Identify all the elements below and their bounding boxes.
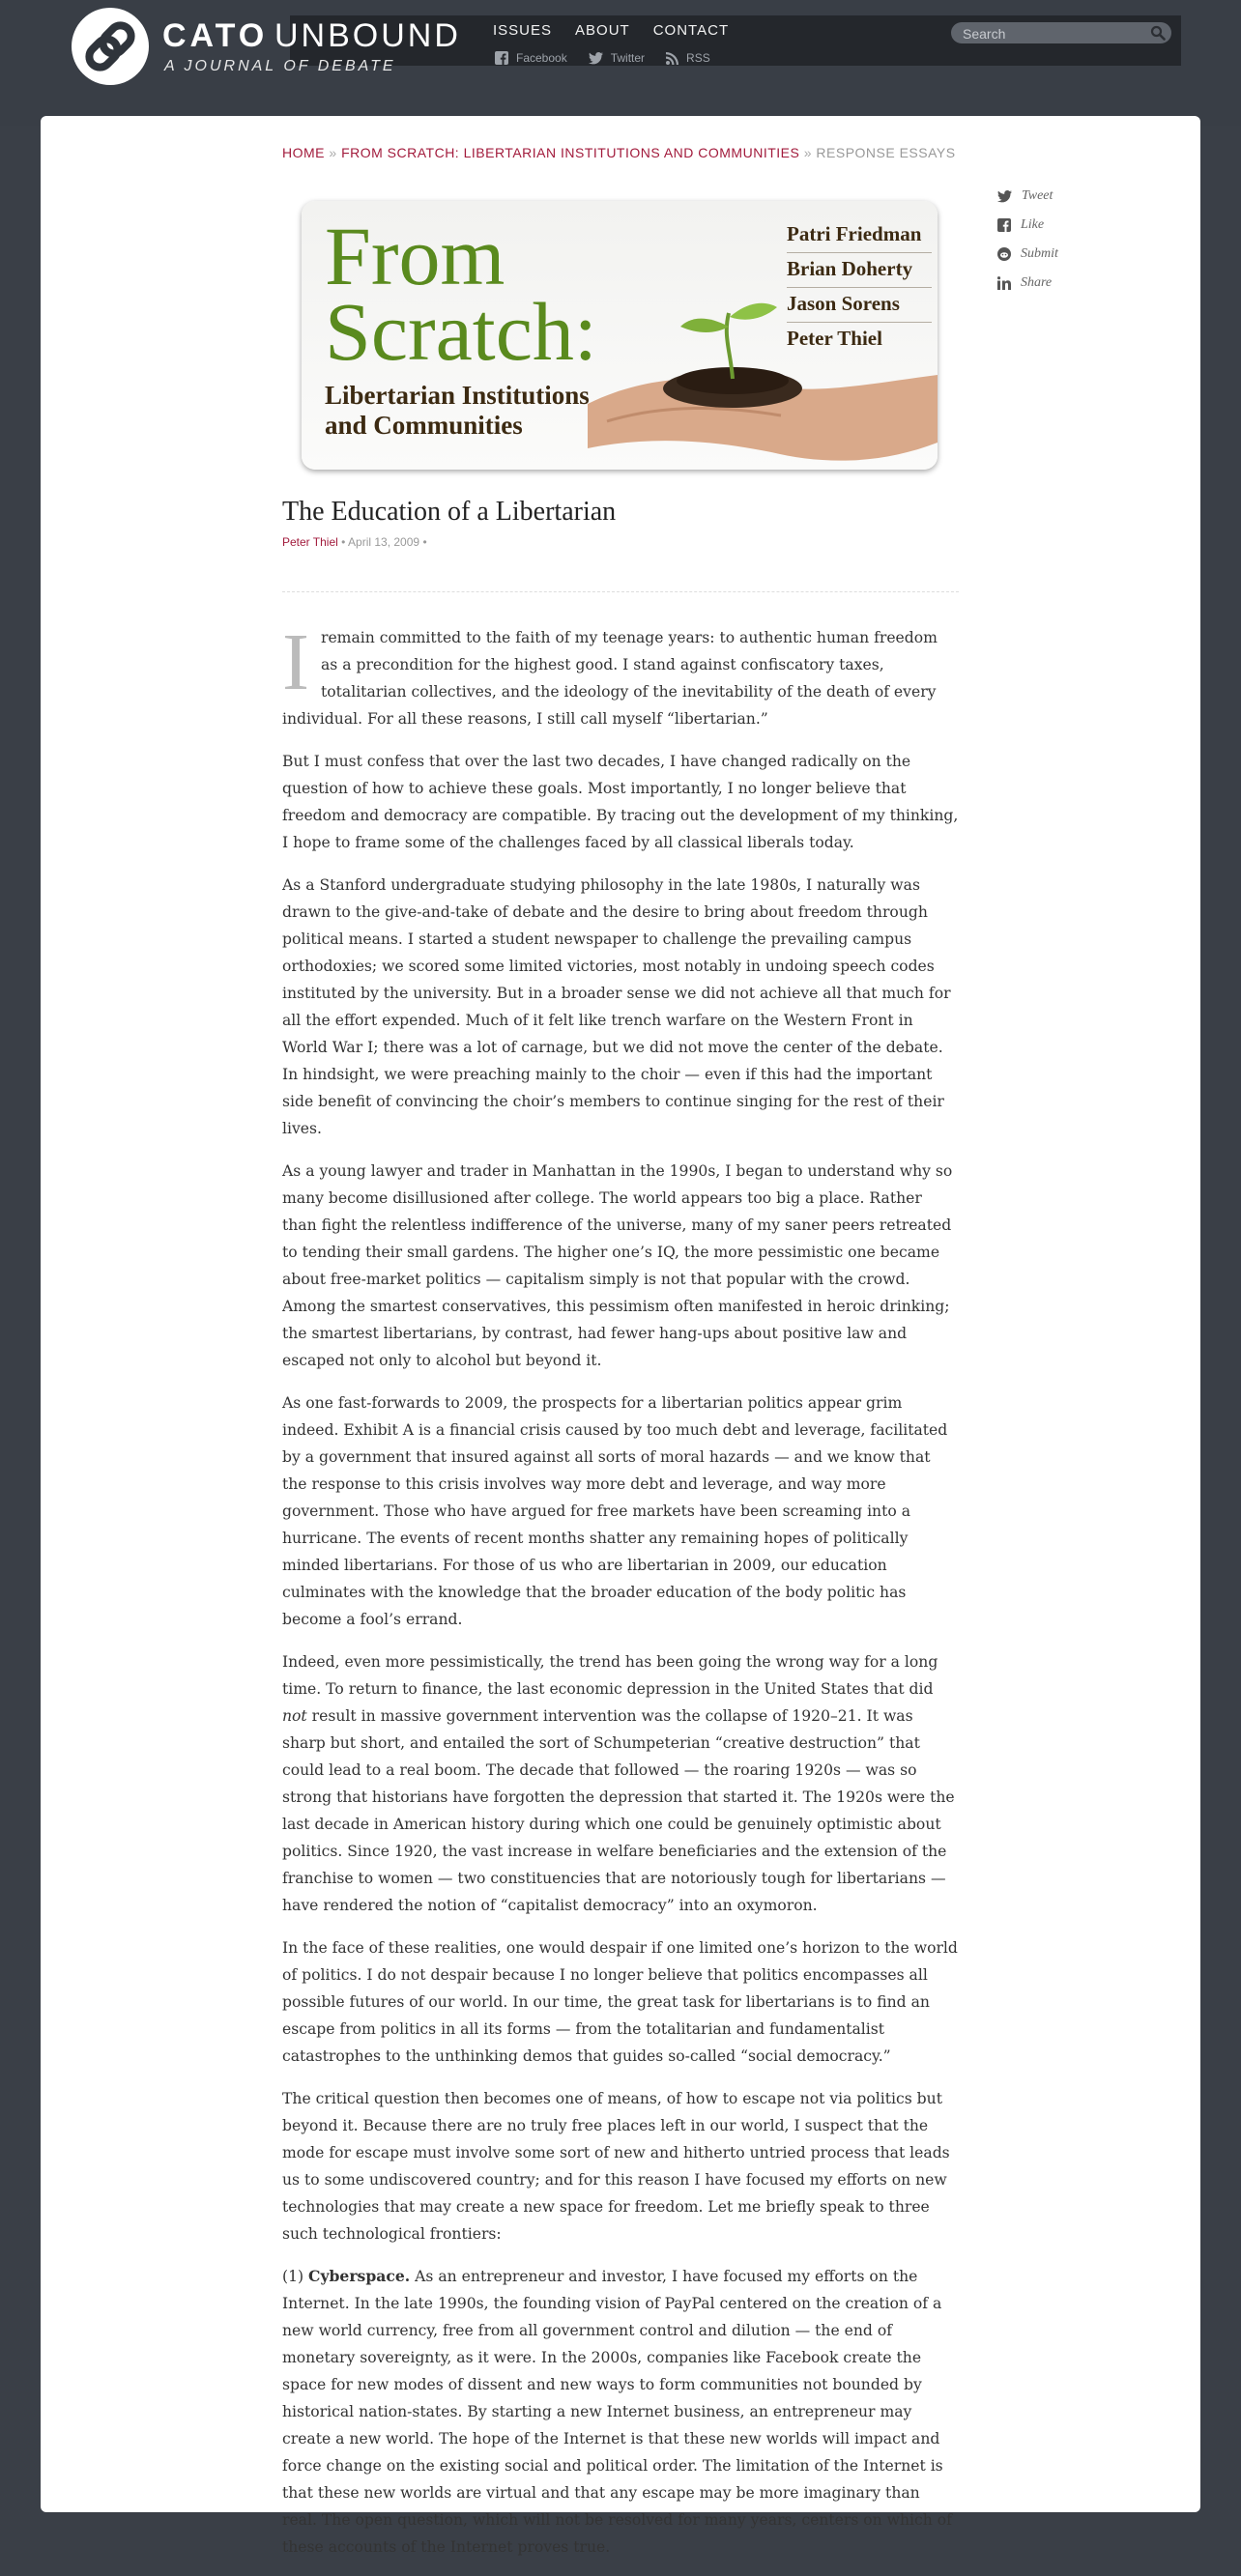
- author-link[interactable]: Peter Thiel: [282, 535, 338, 549]
- article-paragraph: [282, 2263, 959, 2561]
- article-title: The Education of a Libertarian: [282, 497, 617, 527]
- banner-subtitle-line: Libertarian Institutions: [325, 381, 590, 410]
- share-submit[interactable]: [997, 245, 1058, 263]
- emphasis-text: not: [282, 1707, 307, 1725]
- logo-cato-text: CATO: [162, 17, 269, 54]
- banner-author-name: Jason Sorens: [787, 288, 932, 323]
- breadcrumb-separator: »: [803, 145, 813, 160]
- facebook-icon: [997, 218, 1011, 232]
- share-bar: [997, 187, 1058, 303]
- twitter-link[interactable]: [589, 51, 645, 65]
- divider: [282, 591, 959, 592]
- article-paragraph: As a Stanford undergraduate studying philosophy in the late 1980s, I naturally was drawn to the give-and-take of debate and the desire to bring about freedom through political means. I started a student newspaper to challenge the prevailing campus orthodoxies; we scored some limited victories, most notably in undoing speech codes instituted by the university. But in a broader sense we did not achieve all that much for all the effort expended. Much of it felt like trench warfare on the Western Front in World War I; there was a lot of carnage, but we did not move the center of the debate. In hindsight, we were preaching mainly to the choir — even if this had the important side benefit of convincing the choir’s members to continue singing for the rest of their lives.: [282, 876, 951, 1137]
- issue-banner: [302, 201, 938, 470]
- facebook-label: Facebook: [516, 51, 567, 65]
- nav-about[interactable]: ABOUT: [575, 22, 630, 39]
- share-tweet-label: Tweet: [1022, 188, 1053, 203]
- logo-unbound-text: UNBOUND: [274, 17, 461, 54]
- article-byline: [282, 535, 427, 549]
- share-submit-label: Submit: [1021, 246, 1058, 261]
- rss-link[interactable]: [666, 51, 710, 65]
- share-tweet[interactable]: [997, 187, 1058, 205]
- content-card: [41, 116, 1200, 2556]
- share-linkedin[interactable]: [997, 274, 1058, 292]
- section-term: Cyberspace.: [308, 2267, 411, 2285]
- breadcrumb-issue[interactable]: FROM SCRATCH: LIBERTARIAN INSTITUTIONS AND COMMUNITIES: [341, 145, 800, 160]
- dropcap: I: [282, 617, 309, 707]
- byline-separator: •: [422, 535, 427, 549]
- logo-chain-icon: [72, 8, 149, 85]
- paragraph-text: Indeed, even more pessimistically, the trend has been going the wrong way for a long time. To return to finance, the last economic depression in the United States that did: [282, 1653, 938, 1698]
- share-linkedin-label: Share: [1021, 275, 1053, 290]
- article-paragraph: [282, 617, 959, 732]
- paragraph-text: As an entrepreneur and investor, I have focused my efforts on the Internet. In the late 1990s, the founding vision of PayPal centered on the creation of a new world currency, free from all government control and dilution — the end of monetary sovereignty, as it were. In the 2000s, companies like Facebook create the space for new modes of dissent and new ways to form communities not bounded by historical nation-states. By starting a new Internet business, an entrepreneur may create a new world. The hope of the Internet is that these new worlds will impact and force change on the existing social and political order. The limitation of the Internet is that these new worlds are virtual and that any escape may be more imaginary than real. The open question, which will not be resolved for many years, centers on which of these accounts of the Internet proves true.: [282, 2268, 952, 2556]
- nav-issues[interactable]: ISSUES: [493, 22, 553, 39]
- breadcrumb-current: RESPONSE ESSAYS: [816, 145, 956, 160]
- banner-author-name: Brian Doherty: [787, 253, 932, 288]
- logo-tagline: A JOURNAL OF DEBATE: [164, 58, 396, 74]
- facebook-link[interactable]: [495, 51, 567, 65]
- breadcrumb-home[interactable]: HOME: [282, 145, 325, 160]
- article-paragraph: In the face of these realities, one would despair if one limited one’s horizon to the world of politics. I do not despair because I no longer believe that politics encompasses all possible futures of our world. In our time, the great task for libertarians is to find an escape from politics in all its forms — from the totalitarian and fundamentalist catastrophes to the unthinking demos that guides so-called “social democracy.”: [282, 1939, 958, 2065]
- search-box: [951, 22, 1171, 43]
- main-nav: [493, 22, 729, 39]
- reddit-icon: [997, 247, 1011, 261]
- facebook-icon: [495, 51, 508, 65]
- article-paragraph: But I must confess that over the last two decades, I have changed radically on the question of how to achieve these goals. Most importantly, I no longer believe that freedom and democracy are compatible. By tracing out the development of my thinking, I hope to frame some of the challenges faced by all classical liberals today.: [282, 753, 959, 851]
- twitter-label: Twitter: [610, 51, 646, 65]
- paragraph-text: result in massive government intervention was the collapse of 1920–21. It was sharp but short, and entailed the sort of Schumpeterian “creative destruction” that could lead to a real boom. The decade that followed — the roaring 1920s — was so strong that historians have forgotten the depression that started it. The 1920s were the last decade in American history during which one could be genuinely optimistic about politics. Since 1920, the vast increase in welfare beneficiaries and the extension of the franchise to women — two constituencies that are notoriously tough for libertarians — have rendered the notion of “capitalist democracy” into an oxymoron.: [282, 1707, 955, 1914]
- share-like[interactable]: [997, 216, 1058, 234]
- social-nav: [495, 51, 710, 65]
- banner-title-line: Scratch:: [325, 285, 597, 378]
- breadcrumb-separator: »: [329, 145, 337, 160]
- site-logo[interactable]: [72, 8, 477, 89]
- article-date: April 13, 2009: [348, 535, 420, 549]
- banner-title: [325, 210, 597, 378]
- rss-label: RSS: [686, 51, 710, 65]
- article-body: [282, 617, 959, 2576]
- banner-authors: [787, 218, 932, 357]
- article-paragraph: The critical question then becomes one of means, of how to escape not via politics but beyond it. Because there are no truly free places left in our world, I suspect that the mode for escape must involve some sort of new and hitherto untried process that leads us to some undiscovered country; and for this reason I have focused my efforts on new technologies that may create a new space for freedom. Let me briefly speak to three such technological frontiers:: [282, 2090, 950, 2243]
- article-paragraph: [282, 1648, 959, 1919]
- rss-icon: [666, 52, 678, 65]
- search-icon[interactable]: [1150, 25, 1166, 41]
- paragraph-text: remain committed to the faith of my teenage years: to authentic human freedom as a precondition for the highest good. I stand against confiscatory taxes, totalitarian collectives, and the ideology of the inevitability of the death of every individual. For all these reasons, I still call myself “libertarian.”: [282, 629, 938, 728]
- banner-subtitle: [325, 381, 590, 441]
- share-like-label: Like: [1021, 217, 1045, 232]
- byline-separator: •: [341, 535, 346, 549]
- article-paragraph: As one fast-forwards to 2009, the prospects for a libertarian politics appear grim indeed. Exhibit A is a financial crisis caused by too much debt and leverage, facilitated by a government that insured against all sorts of moral hazards — and we know that the response to this crisis involves way more debt and leverage, and way more government. Those who have argued for free markets have been screaming into a hurricane. The events of recent months shatter any remaining hopes of politically minded libertarians. For those of us who are libertarian in 2009, our education culminates with the knowledge that the broader education of the body politic has become a fool’s errand.: [282, 1394, 948, 1628]
- article-paragraph: As a young lawyer and trader in Manhattan in the 1990s, I began to understand why so many become disillusioned after college. The world appears too big a place. Rather than fight the relentless indifference of the universe, many of my saner peers retreated to tending their small gardens. The higher one’s IQ, the more pessimistic one became about free-market politics — capitalism simply is not that popular with the crowd. Among the smartest conservatives, this pessimism often manifested in heroic drinking; the smartest libertarians, by contrast, had fewer hang-ups about positive law and escaped not only to alcohol but beyond it.: [282, 1162, 953, 1369]
- nav-contact[interactable]: CONTACT: [652, 22, 730, 39]
- linkedin-icon: [997, 276, 1011, 290]
- banner-subtitle-line: and Communities: [325, 411, 523, 440]
- list-number: (1): [282, 2268, 309, 2285]
- search-input[interactable]: [961, 24, 1139, 43]
- breadcrumb: [282, 145, 978, 161]
- twitter-icon: [589, 52, 603, 65]
- twitter-icon: [997, 190, 1012, 203]
- banner-author-name: Peter Thiel: [787, 327, 882, 350]
- site-header: [0, 0, 1241, 126]
- banner-title-line: From: [325, 210, 505, 302]
- banner-author-name: Patri Friedman: [787, 218, 932, 253]
